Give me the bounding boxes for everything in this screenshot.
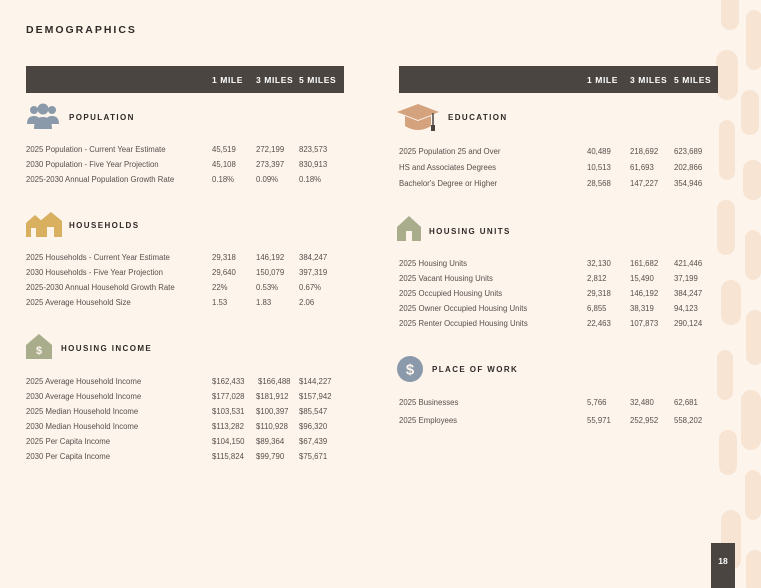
value-5-miles: $96,320 <box>299 422 328 431</box>
dollar-house-icon <box>26 334 52 359</box>
row-label: 2025-2030 Annual Population Growth Rate <box>26 175 175 184</box>
column-5-miles: 5 MILES <box>299 75 337 85</box>
houses-icon <box>26 211 62 237</box>
row-label: 2025 Owner Occupied Housing Units <box>399 304 528 313</box>
value-3-miles: $99,790 <box>256 452 285 461</box>
column-3-miles: 3 MILES <box>630 75 668 85</box>
value-3-miles: 38,319 <box>630 304 654 313</box>
row-label: 2030 Population - Five Year Projection <box>26 160 159 169</box>
svg-text:$: $ <box>405 361 415 379</box>
value-5-miles: 421,446 <box>674 259 703 268</box>
place-of-work-title: PLACE OF WORK <box>432 365 519 374</box>
value-1-mile: 6,855 <box>587 304 607 313</box>
value-5-miles: 397,319 <box>299 268 328 277</box>
row-label: 2025 Households - Current Year Estimate <box>26 253 170 262</box>
value-3-miles: 0.09% <box>256 175 279 184</box>
row-label: 2025-2030 Annual Household Growth Rate <box>26 283 175 292</box>
value-1-mile: 22% <box>212 283 228 292</box>
row-label: 2025 Vacant Housing Units <box>399 274 493 283</box>
value-3-miles: 0.53% <box>256 283 279 292</box>
value-3-miles: 150,079 <box>256 268 285 277</box>
value-1-mile: $162,433 <box>212 377 245 386</box>
housing-income-title: HOUSING INCOME <box>61 344 153 353</box>
value-3-miles: 272,199 <box>256 145 285 154</box>
value-3-miles: 146,192 <box>630 289 659 298</box>
value-1-mile: 0.18% <box>212 175 235 184</box>
column-5-miles: 5 MILES <box>674 75 712 85</box>
population-title: POPULATION <box>69 113 135 122</box>
row-label: 2025 Average Household Size <box>26 298 131 307</box>
value-1-mile: $113,282 <box>212 422 244 431</box>
row-label: 2025 Per Capita Income <box>26 437 111 446</box>
housing-units-title: HOUSING UNITS <box>429 227 511 236</box>
value-5-miles: $85,547 <box>299 407 328 416</box>
value-1-mile: 45,108 <box>212 160 236 169</box>
value-3-miles: $181,912 <box>256 392 289 401</box>
value-1-mile: 10,513 <box>587 163 611 172</box>
value-1-mile: 1.53 <box>212 298 228 307</box>
value-1-mile: 22,463 <box>587 319 611 328</box>
value-5-miles: 558,202 <box>674 416 703 425</box>
value-3-miles: 32,480 <box>630 398 654 407</box>
value-5-miles: 384,247 <box>674 289 703 298</box>
value-5-miles: 2.06 <box>299 298 315 307</box>
house-icon <box>397 216 421 241</box>
value-5-miles: $144,227 <box>299 377 332 386</box>
value-3-miles: $166,488 <box>258 377 291 386</box>
value-1-mile: $115,824 <box>212 452 244 461</box>
column-1-mile: 1 MILE <box>212 75 243 85</box>
value-5-miles: 202,866 <box>674 163 703 172</box>
value-5-miles: 823,573 <box>299 145 328 154</box>
value-5-miles: 62,681 <box>674 398 698 407</box>
value-1-mile: 29,318 <box>212 253 236 262</box>
value-3-miles: 273,397 <box>256 160 285 169</box>
value-1-mile: 5,766 <box>587 398 607 407</box>
value-5-miles: 37,199 <box>674 274 698 283</box>
row-label: 2030 Median Household Income <box>26 422 139 431</box>
value-3-miles: 107,873 <box>630 319 659 328</box>
row-label: 2030 Average Household Income <box>26 392 142 401</box>
value-3-miles: 218,692 <box>630 147 659 156</box>
value-5-miles: $75,671 <box>299 452 328 461</box>
dollar-circle-icon <box>397 356 423 382</box>
value-1-mile: 55,971 <box>587 416 611 425</box>
value-1-mile: $177,028 <box>212 392 245 401</box>
value-3-miles: $100,397 <box>256 407 289 416</box>
value-1-mile: 29,640 <box>212 268 236 277</box>
row-label: 2025 Population - Current Year Estimate <box>26 145 166 154</box>
row-label: 2025 Population 25 and Over <box>399 147 501 156</box>
row-label: 2025 Renter Occupied Housing Units <box>399 319 528 328</box>
value-5-miles: 384,247 <box>299 253 328 262</box>
column-3-miles: 3 MILES <box>256 75 294 85</box>
value-3-miles: 15,490 <box>630 274 654 283</box>
value-5-miles: 94,123 <box>674 304 698 313</box>
households-title: HOUSEHOLDS <box>69 221 140 230</box>
row-label: 2025 Employees <box>399 416 458 425</box>
value-1-mile: 29,318 <box>587 289 611 298</box>
column-1-mile: 1 MILE <box>587 75 618 85</box>
value-1-mile: 2,812 <box>587 274 607 283</box>
value-3-miles: 1.83 <box>256 298 272 307</box>
row-label: 2025 Housing Units <box>399 259 468 268</box>
value-1-mile: 32,130 <box>587 259 611 268</box>
graduation-cap-icon <box>397 104 439 132</box>
value-5-miles: 0.67% <box>299 283 322 292</box>
page-number: 18 <box>711 543 735 588</box>
value-3-miles: 61,693 <box>630 163 654 172</box>
row-label: 2025 Businesses <box>399 398 459 407</box>
row-label: HS and Associates Degrees <box>399 163 497 172</box>
people-icon <box>26 102 60 130</box>
value-5-miles: $157,942 <box>299 392 332 401</box>
left-column-header <box>26 66 344 93</box>
value-5-miles: 354,946 <box>674 179 703 188</box>
row-label: 2030 Households - Five Year Projection <box>26 268 163 277</box>
value-3-miles: $89,364 <box>256 437 285 446</box>
value-1-mile: 28,568 <box>587 179 611 188</box>
education-title: EDUCATION <box>448 113 508 122</box>
right-column-header <box>399 66 718 93</box>
page-title: DEMOGRAPHICS <box>26 24 137 36</box>
value-1-mile: 40,489 <box>587 147 611 156</box>
row-label: 2025 Occupied Housing Units <box>399 289 503 298</box>
value-1-mile: $103,531 <box>212 407 245 416</box>
value-5-miles: 0.18% <box>299 175 322 184</box>
value-1-mile: 45,519 <box>212 145 236 154</box>
value-1-mile: $104,150 <box>212 437 245 446</box>
value-3-miles: 161,682 <box>630 259 659 268</box>
value-3-miles: 252,952 <box>630 416 659 425</box>
value-3-miles: 147,227 <box>630 179 659 188</box>
value-5-miles: $67,439 <box>299 437 328 446</box>
row-label: 2030 Per Capita Income <box>26 452 111 461</box>
row-label: 2025 Median Household Income <box>26 407 139 416</box>
row-label: 2025 Average Household Income <box>26 377 142 386</box>
value-5-miles: 290,124 <box>674 319 703 328</box>
value-3-miles: $110,928 <box>256 422 288 431</box>
decorative-pattern <box>711 0 761 588</box>
value-3-miles: 146,192 <box>256 253 285 262</box>
value-5-miles: 623,689 <box>674 147 703 156</box>
svg-text:$: $ <box>35 345 43 357</box>
row-label: Bachelor's Degree or Higher <box>399 179 498 188</box>
value-5-miles: 830,913 <box>299 160 328 169</box>
